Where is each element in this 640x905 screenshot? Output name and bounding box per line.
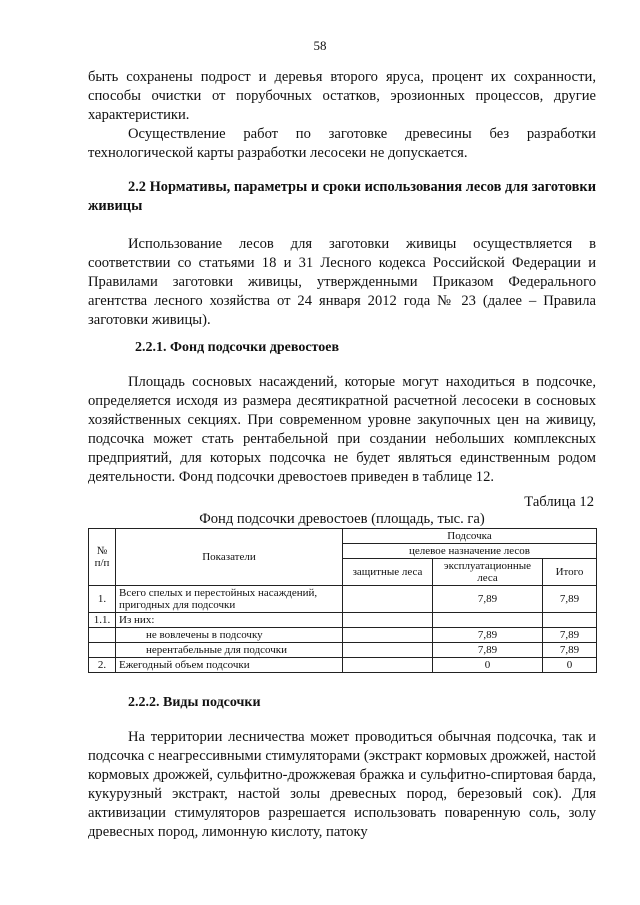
section-heading: 2.2 Нормативы, параметры и сроки использования лесов для заготовки живицы [88, 179, 596, 214]
header-purpose: целевое назначение лесов [343, 544, 597, 559]
paragraph-tapping-fund: Площадь сосновых насаждений, которые могут находиться в подсочке, определяется исходя из размера десятикратной расчетной лесосеки в сосновых хозяйственных секциях. При современном уровне закупочных цен на живицу, подсочка может стать рентабельной при создании небольших комплексных предприятий, для которых подсочка не будет являться единственным родом деятельности. Фонд подсочки древостоев приведен в таблице 12. [88, 374, 596, 485]
paragraph-tech-map: Осуществление работ по заготовке древесины без разработки технологической карты разработки лесосеки не допускается. [88, 126, 596, 161]
row-exploitation: 7,89 [433, 586, 543, 613]
row-num [89, 628, 116, 643]
row-num: 2. [89, 658, 116, 673]
table-row [89, 613, 597, 628]
row-label: Всего спелых и перестойных насаждений, пригодных для подсочки [116, 586, 343, 613]
table-row [89, 586, 597, 613]
table-label: Таблица 12 [524, 494, 594, 510]
row-label: Из них: [116, 613, 343, 628]
header-num: № п/п [89, 529, 116, 586]
header-protective: защитные леса [343, 559, 433, 586]
row-total: 7,89 [543, 628, 597, 643]
header-indicator: Показатели [116, 529, 343, 586]
row-total: 7,89 [543, 586, 597, 613]
row-protective [343, 643, 433, 658]
row-protective [343, 658, 433, 673]
paragraph-continuation: быть сохранены подрост и деревья второго яруса, процент их сохранности, способы очистки от порубочных остатков, эрозионных процессов, другие характеристики. [88, 69, 596, 123]
subheading-tapping-fund: 2.2.1. Фонд подсочки древостоев [135, 340, 340, 355]
row-exploitation: 7,89 [433, 628, 543, 643]
table-row [89, 628, 597, 643]
row-exploitation: 7,89 [433, 643, 543, 658]
paragraph-resin-usage: Использование лесов для заготовки живицы осуществляется в соответствии со статьями 18 и 31 Лесного кодекса Российской Федерации и Правилами заготовки живицы, утвержденными Приказом Федерального агентства лесного хозяйства от 24 января 2012 года № 23 (далее – Правила заготовки живицы). [88, 236, 596, 328]
row-total: 0 [543, 658, 597, 673]
table-title: Фонд подсочки древостоев (площадь, тыс. га) [199, 511, 485, 527]
row-num: 1. [89, 586, 116, 613]
table-row [89, 658, 597, 673]
row-num [89, 643, 116, 658]
row-total: 7,89 [543, 643, 597, 658]
page-number: 58 [313, 38, 327, 53]
row-protective [343, 613, 433, 628]
header-total: Итого [543, 559, 597, 586]
row-label: нерентабельные для подсочки [116, 643, 343, 658]
row-protective [343, 628, 433, 643]
header-tapping: Подсочка [343, 529, 597, 544]
row-num: 1.1. [89, 613, 116, 628]
subheading-tapping-types: 2.2.2. Виды подсочки [128, 695, 261, 710]
row-exploitation [433, 613, 543, 628]
tapping-fund-table [88, 528, 597, 673]
row-label: Ежегодный объем подсочки [116, 658, 343, 673]
row-total [543, 613, 597, 628]
row-protective [343, 586, 433, 613]
paragraph-tapping-types: На территории лесничества может проводиться обычная подсочка, так и подсочка с неагрессивными стимуляторами (экстракт кормовых дрожжей, настой кормовых дрожжей, сульфитно-дрожжевая бражка и сульфитно-спиртовая барда, кукурузный экстракт, настой золы древесных пород, березовый сок). Для активизации стимуляторов разрешается использовать поваренную соль, золу древесных пород, лимонную кислоту, патоку [88, 729, 596, 840]
row-label: не вовлечены в подсочку [116, 628, 343, 643]
row-exploitation: 0 [433, 658, 543, 673]
header-exploitation: эксплуатационные леса [433, 559, 543, 586]
table-row [89, 643, 597, 658]
